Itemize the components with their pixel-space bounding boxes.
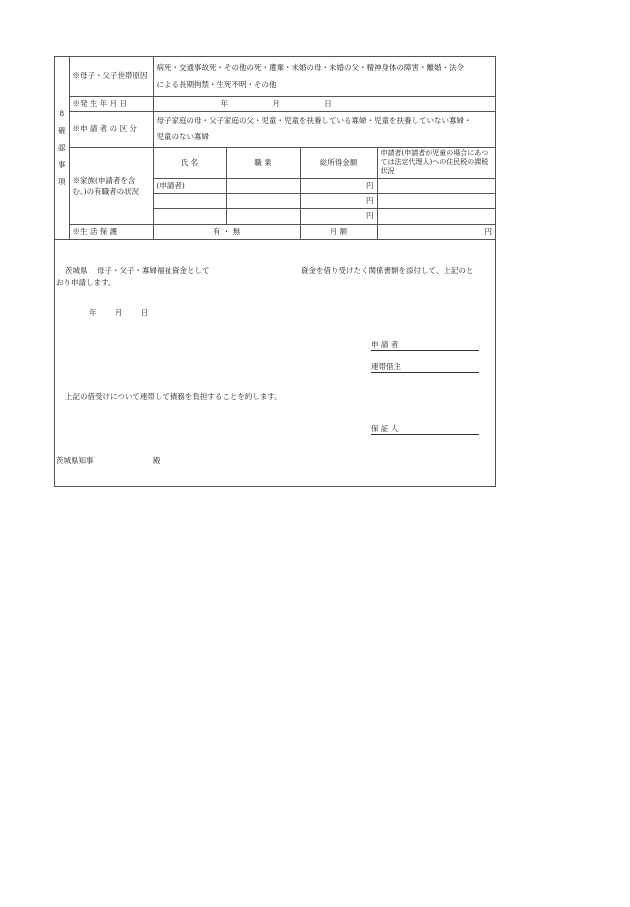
honorific: 殿 <box>153 456 161 465</box>
welfare-monthly-label: 月 額 <box>300 224 377 239</box>
section-char: 確 <box>58 126 66 136</box>
section-char: 認 <box>58 143 66 153</box>
family-label: ※家族(申請者を含む。)の有職者の状況 <box>69 147 153 224</box>
application-section <box>55 243 495 487</box>
prefecture: 茨城県 <box>65 266 88 275</box>
family-job-cell[interactable] <box>226 178 300 193</box>
addressee: 茨城県知事 <box>56 456 94 465</box>
date-field[interactable]: 年 月 日 <box>153 96 495 111</box>
family-income-cell[interactable]: 円 <box>300 193 377 208</box>
family-header-income: 総所得金額 <box>300 147 377 178</box>
family-tax-cell[interactable] <box>377 178 495 193</box>
category-label: ※申 請 者 の 区 分 <box>69 111 153 147</box>
section-char: 項 <box>58 177 66 187</box>
family-job-cell[interactable] <box>226 193 300 208</box>
fund-name: 母子・父子・寡婦福祉資金として <box>97 266 210 275</box>
cause-options: 病死・交通事故死・その他の死・遺棄・未婚の母・未婚の父・精神身体の障害・離婚・法令 による長期拘禁・生死不明・その他 <box>153 57 495 96</box>
cause-label: ※母子・父子世帯原因 <box>69 57 153 96</box>
confirmation-table <box>55 57 495 240</box>
family-tax-cell[interactable] <box>377 193 495 208</box>
category-options: 母子家庭の母・父子家庭の父・児童・児童を扶養している寡婦・児童を扶養していない寡婦・ 児童のない寡婦 <box>153 111 495 147</box>
family-name-cell[interactable] <box>153 193 226 208</box>
welfare-monthly-amount[interactable]: 円 <box>377 224 495 239</box>
welfare-status[interactable]: 有 ・ 無 <box>153 224 300 239</box>
section-char: 事 <box>58 160 66 170</box>
guarantor-field[interactable]: 保 証 人 <box>371 423 479 435</box>
family-header-name: 氏 名 <box>153 147 226 178</box>
guarantee-text: 上記の借受けについて連帯して債務を負担することを約します。 <box>65 392 282 401</box>
welfare-label: ※生 活 保 護 <box>69 224 153 239</box>
family-income-cell[interactable]: 円 <box>300 178 377 193</box>
joint-borrower-field[interactable]: 連帯借主 <box>371 361 479 373</box>
family-name-cell[interactable] <box>153 208 226 224</box>
application-date[interactable]: 年 月 日 <box>89 308 149 317</box>
date-label: ※発 生 年 月 日 <box>69 96 153 111</box>
family-header-tax: 申請者(申請者が児童の場合にあつては法定代理人)への住民税の課税状況 <box>377 147 495 178</box>
request-text-line2: おり申請します。 <box>56 278 116 287</box>
section-header: 8 確 認 事 項 <box>55 57 69 239</box>
family-income-cell[interactable]: 円 <box>300 208 377 224</box>
family-header-job: 職 業 <box>226 147 300 178</box>
application-form <box>54 56 496 487</box>
applicant-field[interactable]: 申 請 者 <box>371 339 479 351</box>
family-job-cell[interactable] <box>226 208 300 224</box>
family-name-cell[interactable]: (申請者) <box>153 178 226 193</box>
request-text: 資金を借り受けたく関係書類を添付して、上記のと <box>301 266 474 275</box>
family-tax-cell[interactable] <box>377 208 495 224</box>
